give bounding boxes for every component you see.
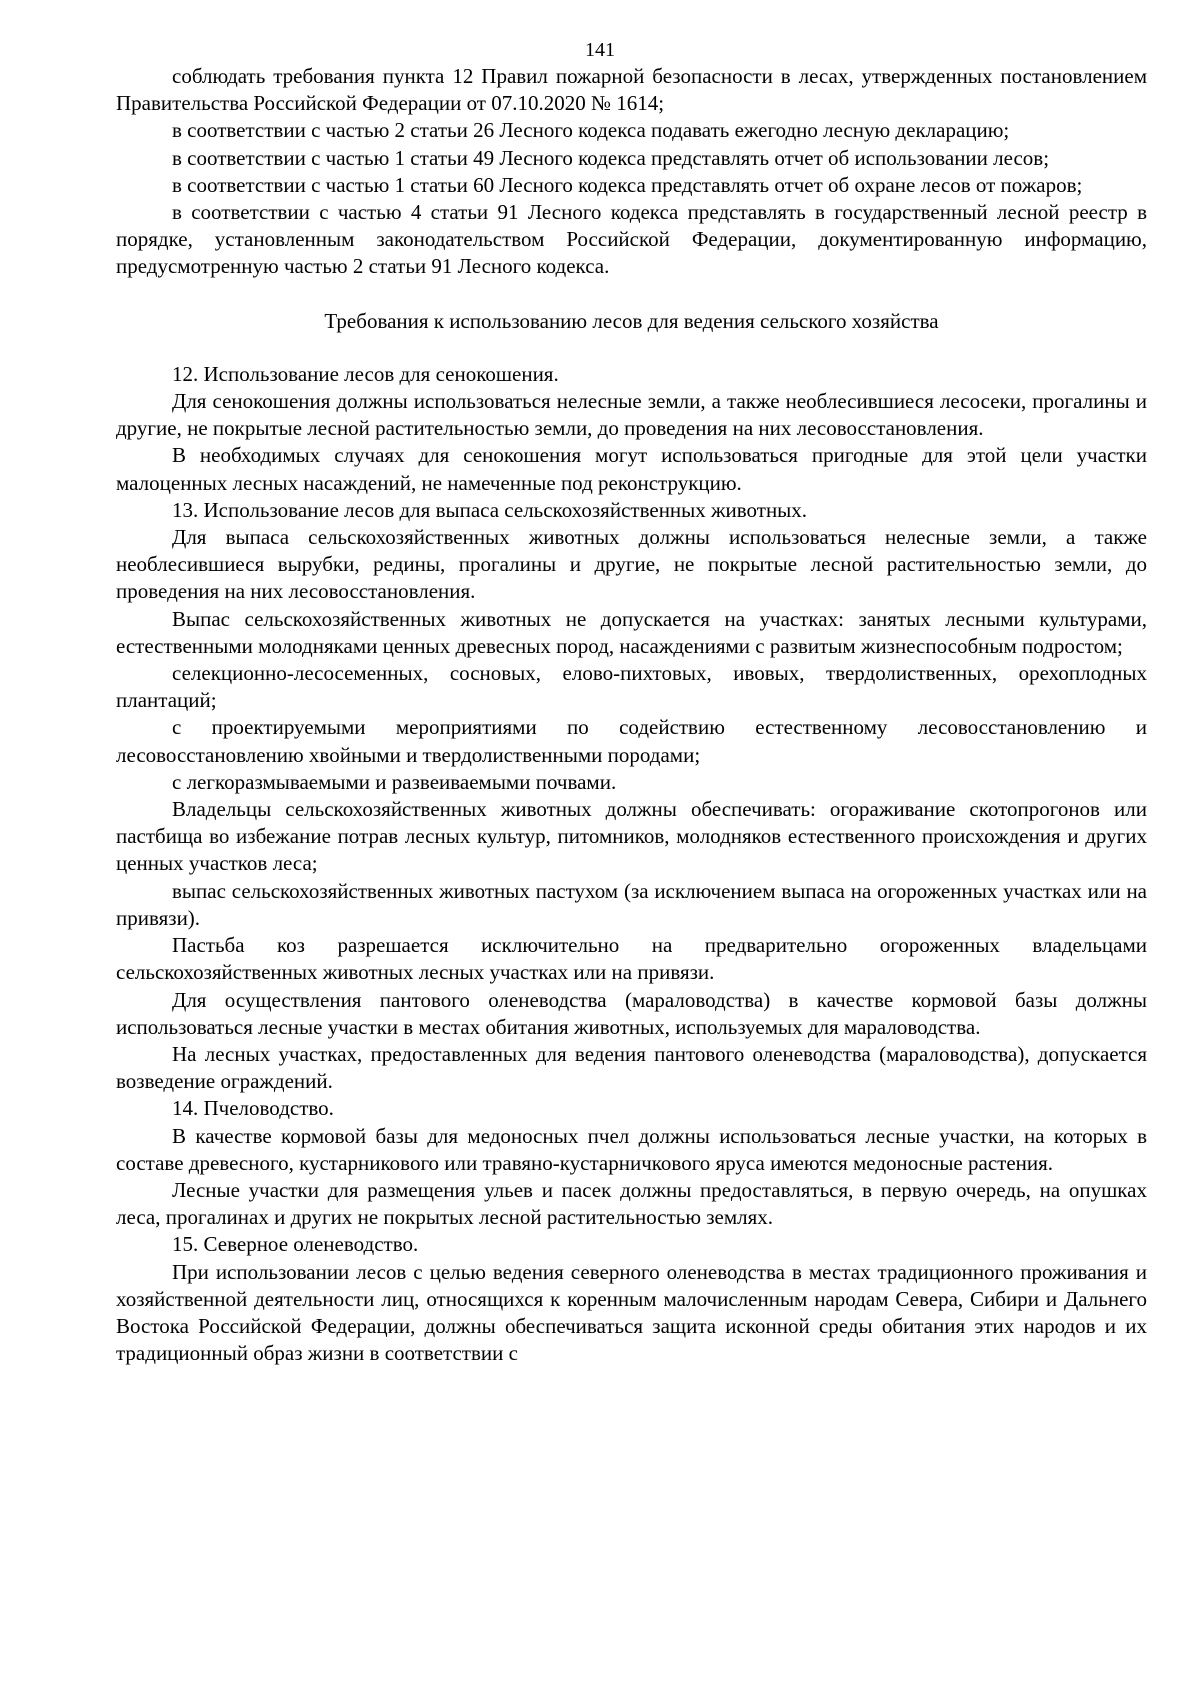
paragraph: Пастьба коз разрешается исключительно на предварительно огороженных владельцами сельскохозяйственных животных лесных участках или на привязи. [116,933,1147,985]
paragraph: в соответствии с частью 2 статьи 26 Лесного кодекса подавать ежегодно лесную декларацию; [172,118,1010,143]
document-body [116,63,1147,1367]
paragraph: в соответствии с частью 4 статьи 91 Лесного кодекса представлять в государственный лесной реестр в порядке, установленным законодательством Российской Федерации, документированную информацию, предусмотренную частью 2 статьи 91 Лесного кодекса. [116,200,1147,279]
clause-title: 13. Использование лесов для выпаса сельскохозяйственных животных. [172,497,808,522]
clause-title: 15. Северное оленеводство. [172,1232,419,1257]
paragraph: Для сенокошения должны использоваться нелесные земли, а также необлесившиеся лесосеки, прогалины и другие, не покрытые лесной растительностью земли, до проведения на них лесовосстановления. [116,389,1147,441]
paragraph: с проектируемыми мероприятиями по содействию естественному лесовосстановлению и лесовосстановлению хвойными и твердолиственными породами; [116,715,1147,767]
clause-title: 14. Пчеловодство. [172,1096,334,1121]
paragraph: в соответствии с частью 1 статьи 49 Лесного кодекса представлять отчет об использовании лесов; [172,145,1050,170]
paragraph: с легкоразмываемыми и развеиваемыми почвами. [172,769,617,794]
paragraph: На лесных участках, предоставленных для ведения пантового оленеводства (мараловодства), допускается возведение ограждений. [116,1041,1147,1094]
paragraph: Владельцы сельскохозяйственных животных должны обеспечивать: огораживание скотопрогонов или пастбища во избежание потрав лесных культур, питомников, молодняков естественного происхождения и других ценных участков леса; [116,797,1147,876]
paragraph: соблюдать требования пункта 12 Правил пожарной безопасности в лесах, утвержденных постановлением Правительства Российской Федерации от 07.10.2020 № 1614; [116,64,1147,116]
clause-title: 12. Использование лесов для сенокошения. [172,361,559,386]
paragraph: При использовании лесов с целью ведения северного оленеводства в местах традиционного проживания и хозяйственной деятельности лиц, относящихся к коренным малочисленным народам Севера, Сибири и Дальнего Востока Российской Федерации, должны обеспечиваться защита исконной среды обитания этих народов и их традиционный образ жизни в соответствии с [116,1259,1147,1366]
paragraph: Для осуществления пантового оленеводства (мараловодства) в качестве кормовой базы должны использоваться лесные участки в местах обитания животных, используемых для мараловодства. [116,987,1147,1039]
paragraph: в соответствии с частью 1 статьи 60 Лесного кодекса представлять отчет об охране лесов от пожаров; [172,172,1083,197]
paragraph: выпас сельскохозяйственных животных пастухом (за исключением выпаса на огороженных участках или на привязи). [116,878,1147,930]
paragraph: В качестве кормовой базы для медоносных пчел должны использоваться лесные участки, на которых в составе древесного, кустарникового или травяно-кустарничкового яруса имеются медоносные растения. [116,1123,1147,1175]
page-number: 141 [585,39,615,61]
paragraph: В необходимых случаях для сенокошения могут использоваться пригодные для этой цели участки малоценных лесных насаждений, не намеченные под реконструкцию. [116,443,1147,495]
section-heading: Требования к использованию лесов для ведения сельского хозяйства [324,308,939,333]
paragraph: Для выпаса сельскохозяйственных животных должны использоваться нелесные земли, а также необлесившиеся вырубки, редины, прогалины и другие, не покрытые лесной растительностью земли, до проведения на них лесовосстановления. [116,525,1147,604]
paragraph: Выпас сельскохозяйственных животных не допускается на участках: занятых лесными культурами, естественными молодняками ценных древесных пород, насаждениями с развитым жизнеспособным подростом; [116,606,1147,658]
paragraph: селекционно-лесосеменных, сосновых, елово-пихтовых, ивовых, твердолиственных, орехоплодных плантаций; [116,661,1147,713]
paragraph: Лесные участки для размещения ульев и пасек должны предоставляться, в первую очередь, на опушках леса, прогалинах и других не покрытых лесной растительностью землях. [116,1177,1147,1230]
